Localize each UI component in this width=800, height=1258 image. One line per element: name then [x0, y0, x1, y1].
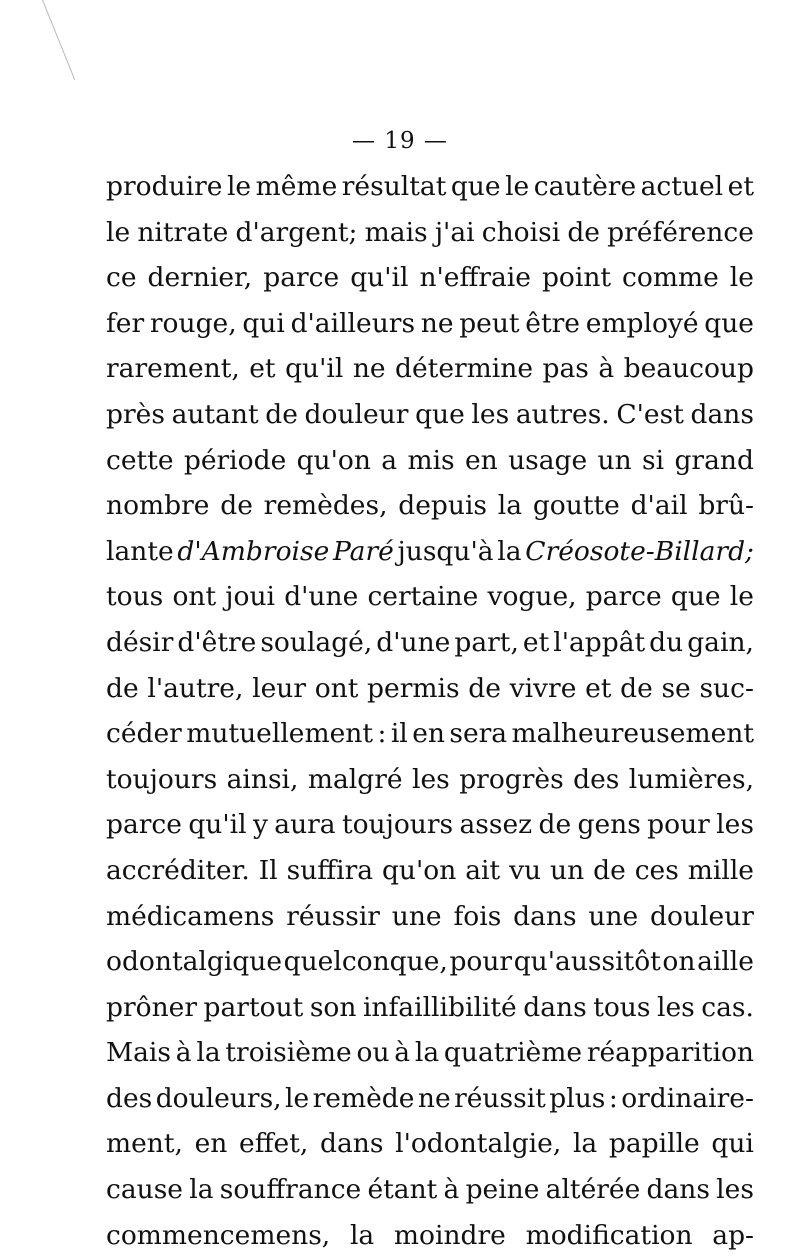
- text-line: toujours ainsi, malgré les progrès des lumières,: [106, 763, 754, 795]
- text-line: ment, en effet, dans l'odontalgie, la papille qui: [106, 1128, 754, 1160]
- text-line: prôner partout son infaillibilité dans tous les cas.: [106, 991, 754, 1023]
- text-line: ce dernier, parce qu'il n'effraie point comme le: [106, 262, 754, 294]
- text-line: céder mutuellement : il en sera malheureusement: [106, 718, 754, 750]
- italic-name: Paré: [333, 535, 394, 567]
- text-line: près autant de douleur que les autres. C'est dans: [106, 398, 754, 430]
- text-line: le nitrate d'argent; mais j'ai choisi de préférence: [106, 216, 754, 248]
- text-line: parce qu'il y aura toujours assez de gens pour les: [106, 809, 754, 841]
- page-number: — 19 —: [352, 128, 448, 154]
- scan-edge-mark: [42, 0, 115, 80]
- text-line: médicamens réussir une fois dans une douleur: [106, 900, 754, 932]
- word: lante: [106, 535, 174, 567]
- text-line: [106, 529, 754, 575]
- text-line: cette période qu'on a mis en usage un si grand: [106, 444, 754, 476]
- body-text: [106, 164, 754, 1258]
- text-line: commencemens, la moindre modification ap-: [106, 1219, 754, 1251]
- word: la: [497, 535, 522, 567]
- text-line: des douleurs, le remède ne réussit plus : ordinaire-: [106, 1082, 754, 1114]
- text-line: désir d'être soulagé, d'une part, et l'appât du gain,: [106, 626, 754, 658]
- text-line: de l'autre, leur ont permis de vivre et de se suc-: [106, 672, 754, 704]
- text-line: cause la souffrance étant à peine altérée dans les: [106, 1174, 754, 1206]
- text-line: produire le même résultat que le cautère actuel et: [106, 171, 754, 202]
- text-line: fer rouge, qui d'ailleurs ne peut être employé que: [106, 307, 754, 339]
- text-line: tous ont joui d'une certaine vogue, parce que le: [106, 581, 754, 613]
- text-line: odontalgique quelconque, pour qu'aussitôt on aille: [106, 946, 754, 978]
- word: jusqu'à: [397, 535, 494, 567]
- text-line: Mais à la troisième ou à la quatrième réapparition: [106, 1037, 754, 1069]
- italic-name: d'Ambroise: [177, 535, 330, 567]
- text-line: nombre de remèdes, depuis la goutte d'ail brû-: [106, 490, 754, 522]
- text-line: rarement, et qu'il ne détermine pas à beaucoup: [106, 353, 754, 385]
- italic-name: Créosote-Billard;: [525, 535, 754, 567]
- text-line: accréditer. Il suffira qu'on ait vu un de ces mille: [106, 854, 754, 886]
